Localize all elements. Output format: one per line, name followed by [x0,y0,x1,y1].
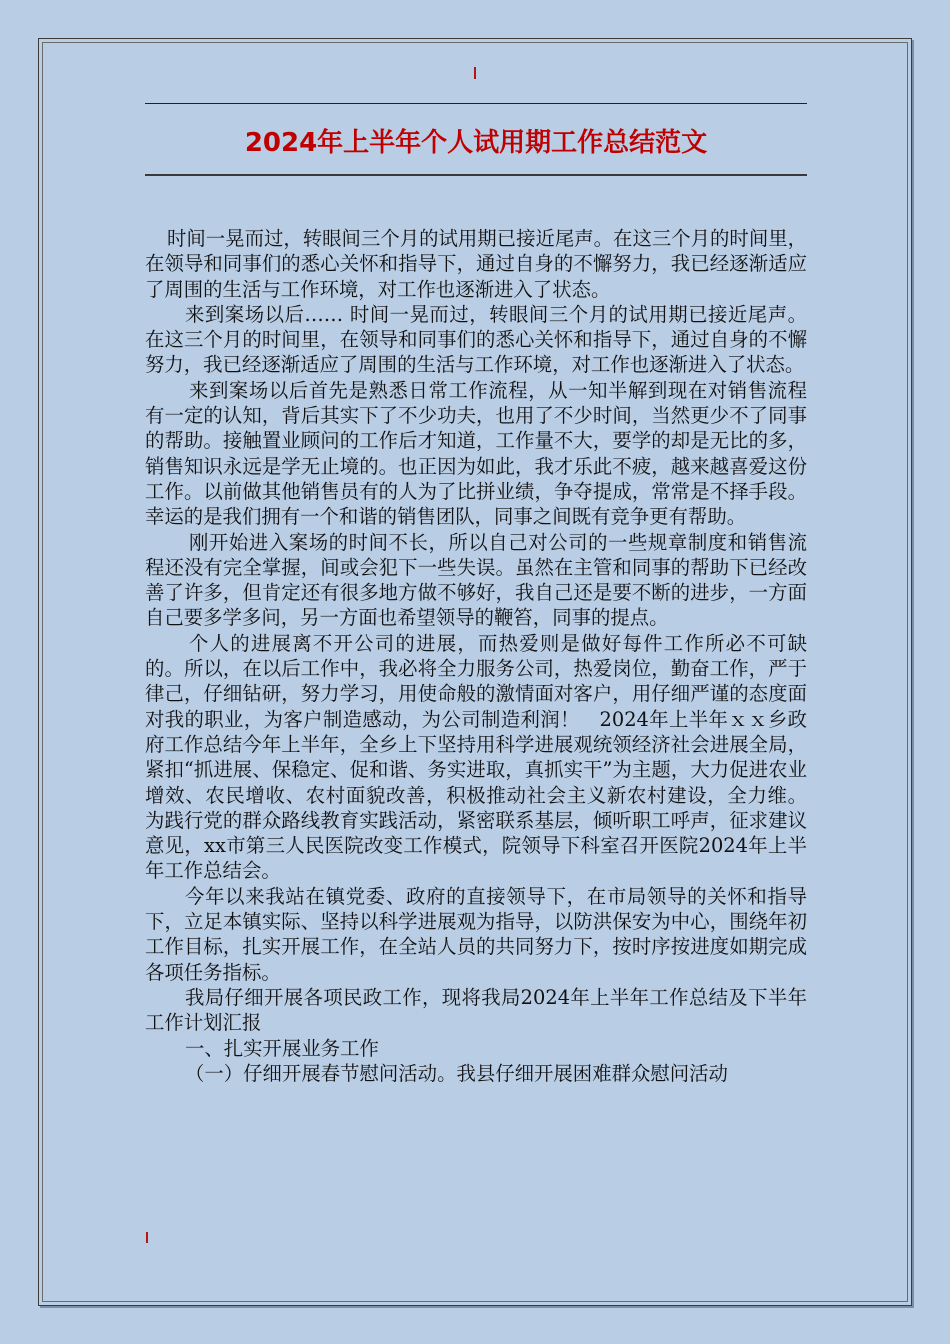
header-cursor-mark [474,67,476,79]
paragraph-1: 时间一晃而过，转眼间三个月的试用期已接近尾声。在这三个月的时间里，在领导和同事们的悉心关怀和指导下，通过自身的不懈努力，我已经逐渐适应了周围的生活与工作环境，对工作也逐渐进入了状态。 [145,227,807,301]
section-heading-1: 一、扎实开展业务工作 [185,1036,379,1060]
paragraph-4: 刚开始进入案场的时间不长，所以自己对公司的一些规章制度和销售流程还没有完全掌握，间或会犯下一些失误。虽然在主管和同事的帮助下已经改善了许多，但肯定还有很多地方做不够好，我自己还是要不断的进步，一方面自己要多学多问，另一方面也希望领导的鞭笞，同事的提点。 [145,530,807,630]
document-title: 2024年上半年个人试用期工作总结范文 [244,128,708,158]
paragraph-3: 来到案场以后首先是熟悉日常工作流程，从一知半解到现在对销售流程有一定的认知，背后其实下了不少功夫，也用了不少时间，当然更少不了同事的帮助。接触置业顾问的工作后才知道，工作量不大，要学的却是无比的多，销售知识永远是学无止境的。也正因为如此，我才乐此不疲，越来越喜爱这份工作。以前做其他销售员有的人为了比拼业绩，争夺提成，常常是不择手段。幸运的是我们拥有一个和谐的销售团队，同事之间既有竞争更有帮助。 [145,378,807,529]
paragraph-5: 个人的进展离不开公司的进展，而热爱则是做好每件工作所必不可缺的。所以，在以后工作中，我必将全力服务公司，热爱岗位，勤奋工作，严于律己，仔细钻研，努力学习，用使命般的激情面对客户，用仔细严谨的态度面对我的职业，为客户制造感动，为公司制造利润！ 2024年上半年ｘｘ乡政府工作总结今年上半年，全乡上下坚持用科学进展观统领经济社会进展全局，紧扣“抓进展、保稳定、促和谐、务实进取，真抓实干”为主题，大力促进农业增效、农民增收、农村面貌改善，积极推动社会主义新农村建设，全力维。 为践行党的群众路线教育实践活动，紧密联系基层，倾听职工呼声，征求建议意见，xx市第三人民医院改变工作模式，院领导下科室召开医院2024年上半年工作总结会。 [145,631,807,883]
paragraph-7: 我局仔细开展各项民政工作，现将我局2024年上半年工作总结及下半年工作计划汇报 [145,985,807,1035]
title-underline [145,174,807,176]
subsection-heading-1: （一）仔细开展春节慰问活动。我县仔细开展困难群众慰问活动 [185,1061,728,1085]
document-body [145,226,807,1086]
paragraph-2: 来到案场以后…… 时间一晃而过，转眼间三个月的试用期已接近尾声。在这三个月的时间里，在领导和同事们的悉心关怀和指导下，通过自身的不懈努力，我已经逐渐适应了周围的生活与工作环境，对工作也逐渐进入了状态。 [145,302,807,377]
footer-cursor-mark [146,1232,148,1243]
paragraph-6: 今年以来我站在镇党委、政府的直接领导下，在市局领导的关怀和指导下，立足本镇实际、坚持以科学进展观为指导，以防洪保安为中心，围绕年初工作目标，扎实开展工作，在全站人员的共同努力下，按时序按进度如期完成各项任务指标。 [145,884,807,984]
header-rule [145,103,807,104]
